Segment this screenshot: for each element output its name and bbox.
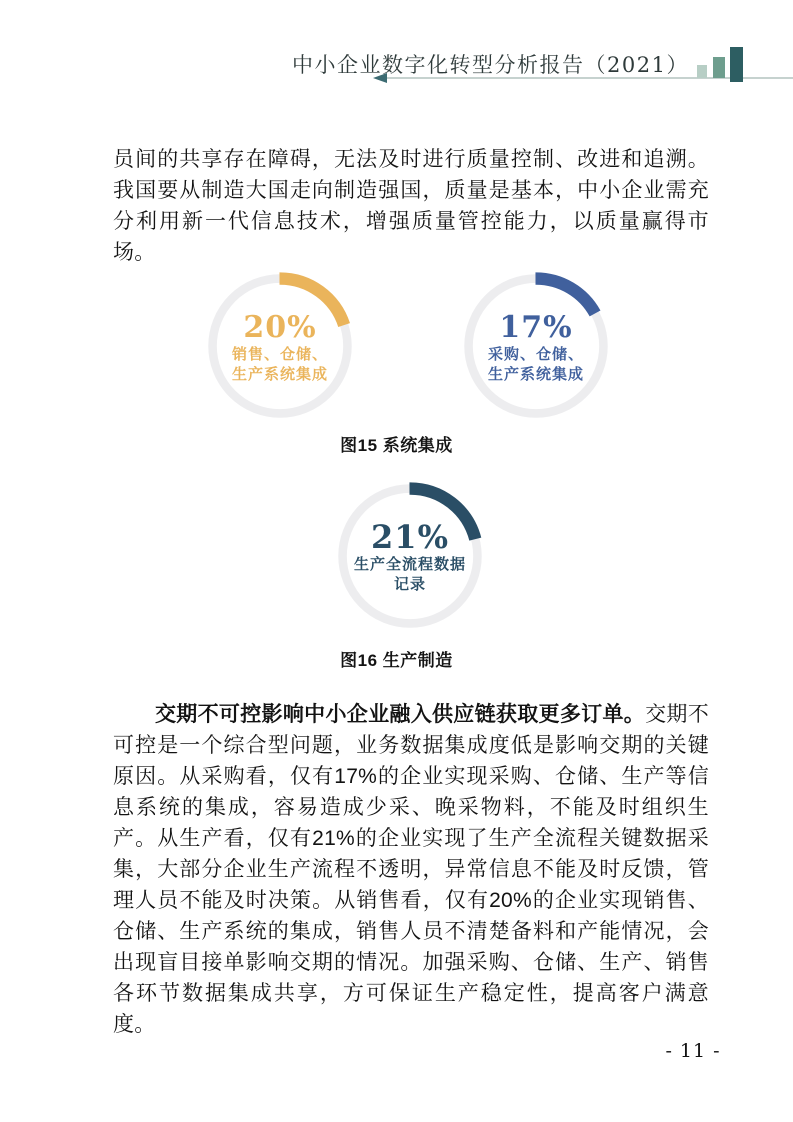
donut-percent-value: 21% [371, 518, 449, 556]
donut-percent-value: 17% [499, 310, 573, 345]
donut-center-text [460, 312, 612, 384]
donut-chart-20-percent-sales-integration [204, 270, 356, 422]
donut-chart-21-percent-production-data [334, 480, 486, 632]
page-number: - 11 - [665, 1040, 721, 1062]
bar-chart-decoration-icon [697, 47, 743, 82]
header-rule-and-decoration [372, 40, 793, 86]
donut-label-line1: 采购、仓储、 [487, 345, 584, 363]
donut-label-line1: 生产全流程数据 [353, 555, 466, 573]
donut-percent-value: 20% [243, 310, 317, 345]
left-arrow-icon [373, 73, 387, 83]
donut-label-line2: 生产系统集成 [487, 365, 584, 383]
body-paragraph-quality [113, 144, 709, 268]
donut-label-line1: 销售、仓储、 [231, 345, 328, 363]
paragraph-text: 交期不可控是一个综合型问题，业务数据集成度低是影响交期的关键原因。从采购看，仅有17%的企业实现采购、仓储、生产等信息系统的集成，容易造成少采、晚采物料，不能及时组织生产。从生产看，仅有21%的企业实现了生产全流程关键数据采集，大部分企业生产流程不透明，异常信息不能及时反馈，管理人员不能及时决策。从销售看，仅有20%的企业实现销售、仓储、生产系统的集成，销售人员不清楚备料和产能情况，会出现盲目接单影响交期的情况。加强采购、仓储、生产、销售各环节数据集成共享，方可保证生产稳定性，提高客户满意度。 [113, 703, 709, 1036]
donut-center-text [204, 312, 356, 384]
report-header-title: 中小企业数字化转型分析报告（2021） [292, 53, 689, 77]
donut-chart-17-percent-procurement-integration [460, 270, 612, 422]
figure-16-caption: 图16 生产制造 [340, 651, 453, 670]
paragraph-text: 员间的共享存在障碍，无法及时进行质量控制、改进和追溯。我国要从制造大国走向制造强国，质量是基本，中小企业需充分利用新一代信息技术，增强质量管控能力，以质量赢得市场。 [113, 148, 709, 264]
donut-center-text [334, 520, 486, 594]
body-paragraph-delivery [113, 699, 709, 1040]
donut-label-line2: 记录 [393, 575, 426, 593]
paragraph-bold-lead: 交期不可控影响中小企业融入供应链获取更多订单。 [155, 703, 646, 726]
donut-label-line2: 生产系统集成 [231, 365, 328, 383]
figure-15-caption: 图15 系统集成 [340, 436, 453, 455]
